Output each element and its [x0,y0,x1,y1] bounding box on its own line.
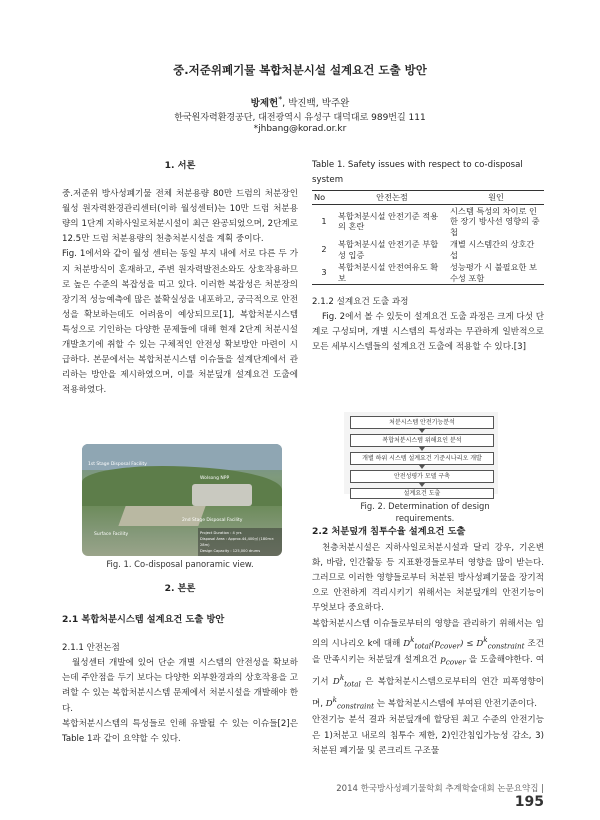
table-cell: 시스템 특성의 차이로 인한 장기 방사선 영향의 중첩 [450,205,540,237]
flow-step-5: 설계요건 도출 [350,488,494,499]
table-1-block [312,158,544,356]
figure-1-caption: Fig. 1. Co-disposal panoramic view. [106,559,254,569]
footer-separator: | [541,784,544,794]
main-paragraph-1: 월성센터 개발에 있어 단순 개별 시스템의 안전성을 확보하는데 주안점을 두기 보다는 다양한 외부환경과의 상호작용을 고려할 수 있는 복합처분시스템 문제에서 처분시설을 개발해야 한다. [62,658,298,714]
section-heading-main: 2. 본론 [164,583,196,594]
subsection-2-1-heading: 2.1 복합처분시스템 설계요건 도출 방안 [62,614,225,626]
section-intro [62,158,298,398]
table-cell: 복합처분시설 안전기준 적용의 혼란 [338,210,439,232]
flow-arrow-icon [419,429,425,433]
subsection-2-1-2-heading: 2.1.2 설계요건 도출 과정 [312,297,409,308]
safety-issues-table [312,190,544,285]
table-cell: 개별 시스템간의 상호간섭 [450,239,535,260]
legend-duration: Project Duration : 4 yrs [200,531,242,535]
cover-text: 는 복합처분시스템에 부여된 안전기준이다. [376,698,538,709]
email: *jhbang@korad.or.kr [253,124,347,134]
affiliation: 한국원자력환경공단, 대전광역시 유성구 대덕대로 989번길 111 [174,113,426,123]
main-paragraph-2: 복합처분시스템의 특성들로 인해 유발될 수 있는 이슈들[2]은 Table 1과 같이 요약할 수 있다. [62,718,298,744]
table-header-no: No [312,191,336,205]
total-dose-symbol: $D^k_{total}$ [332,673,361,689]
figure-2-caption: Fig. 2. Determination of design requirements. [360,501,490,523]
disposal-site [118,506,205,526]
figure-legend-box [198,528,282,556]
cover-paragraph-1: 천층처분시설은 지하사일로처분시설과 달리 강우, 기온변화, 바람, 인간활동 등 지표환경들로부터 영향을 많이 받는다. 그러므로 이러한 영향들로부터 처분된 방사성폐기물을 장기적으로 안전하게 격리시키기 위해서는 처분덮개의 안전기능이 무엇보다 중요하다. [312,543,544,614]
cover-paragraph-3: 안전기능 분석 결과 처분덮개에 할당된 최고 수준의 안전기능은 1)처분고 내로의 침투수 제한, 2)인간침입가능성 감소, 3)처분된 폐기물 및 콘크리트 구조물 [312,715,544,756]
section-2-2 [312,524,544,759]
flow-step-4: 안전성평가 모델 구축 [350,470,494,483]
figure-1-panoramic-image [82,444,282,556]
footer-text: 2014 한국방사성폐기물학회 추계학술대회 논문요약집 [336,784,539,794]
table-1-caption: Table 1. Safety issues with respect to co-disposal system [312,160,523,186]
hill-region [82,466,282,506]
cover-text: 을 도출해야한다. 여기서 [312,655,544,687]
label-2nd-stage: 2nd Stage Disposal Facility [182,518,243,523]
table-cell: 복합처분시설 안전여유도 확보 [336,261,448,285]
page-footer [312,782,544,810]
lead-author: 방제헌 [250,98,279,110]
legend-capacity: Design Capacity : 125,000 drums [200,549,261,553]
cover-text: 조건을 만족시키는 처분덮개 설계요건 [312,638,544,666]
label-1st-stage: 1st Stage Disposal Facility [88,462,147,467]
flow-step-3: 개별 하위 시스템 설계요건 기준시나리오 개발 [350,452,494,465]
flow-step-1: 처분시스템 안전기능분석 [350,416,494,429]
table-cell: 복합처분시설 안전기준 부합성 입증 [338,239,439,260]
author-line [0,95,600,109]
table-header-issue: 안전논점 [336,191,448,205]
cover-text: 복합처분시스템 이슈들로부터의 영향을 관리하기 위해서는 임의의 시나리오 k에 대해 [312,618,544,649]
table-row [312,204,544,238]
section-heading-intro: 1. 서론 [164,160,196,171]
cover-text: 은 복합처분시스템으로부터의 연간 피폭영향이며, [312,677,545,709]
flow-arrow-icon [419,465,425,469]
cover-parameter-symbol: $p_{cover}$ [440,655,466,668]
subsection-2-2-heading: 2.2 처분덮개 침투수율 설계요건 도출 [312,526,466,537]
intro-paragraph-2: Fig. 1에서와 같이 월성 센터는 동일 부지 내에 서로 다른 두 가지 처분방식이 혼재하고, 주변 원자력발전소와도 상호작용하므로 높은 수준의 복잡성을 띠고 있다. 이러한 복잡성은 처분장의 장기적 성능예측에 많은 불확실성을 내포하고, 궁극적으로 안전성을 확보하는데도 어려움이 예상되므로[1], 복합처분시스템 특성으로 기인하는 다양한 문제들에 대해 현재 2단계 처분시설 개발초기에 취할 수 있는 구체적인 안전성 확보방안 마련이 시급하다. 본문에서는 복합처분시스템 이슈들을 설계단계에서 관리하는 방안을 제시하였으며, 이를 처분덮개 설계요건 도출에 적용하였다. [62,249,298,396]
table-row [312,238,544,261]
table-cell: 2 [321,244,327,255]
page-number: 195 [514,794,544,810]
corresponding-mark: * [278,95,283,104]
intro-paragraph-1: 중.저준위 방사성폐기물 전체 처분용량 80만 드럼의 처분장인 월성 원자력환경관리센터(이하 월성센터)는 10만 드럼 처분용량의 1단계 지하사일로처분시설이 최근 완공되었으며, 2단계로 12.5만 드럼 처분용량의 천층처분시설을 계획 중이다. [62,189,298,245]
section-main [62,581,298,747]
flow-step-2: 복합처분시스템 위해요인 분석 [350,434,494,447]
table-header-cause: 원인 [448,191,544,205]
flow-arrow-icon [419,483,425,487]
table-cell: 성능평가 시 불필요한 보수성 포함 [448,261,544,285]
table-cell: 1 [321,216,327,227]
cover-paragraph-2 [312,617,544,714]
dose-condition-formula: $D^k_{total}(p_{cover}) \le D^k_{constraint}$ [403,634,525,651]
constraint-symbol: $D^k_{constraint}$ [325,694,374,711]
table-row [312,261,544,285]
co-authors: , 박진백, 박주완 [282,98,350,110]
table-cell: 3 [312,261,336,285]
subsection-2-1-1-heading: 2.1.1 안전논점 [62,643,120,654]
paper-title: 중.저준위폐기물 복합처분시설 설계요건 도출 방안 [173,63,427,77]
legend-area: Disposal Area : Approx.44,400㎡ (180m× 28m) [200,537,274,547]
plant-buildings [192,484,252,506]
process-paragraph: Fig. 2에서 볼 수 있듯이 설계요건 도출 과정은 크게 다섯 단계로 구성되며, 개별 시스템의 특성과는 무관하게 일반적으로 모든 세부시스템들의 설계요건 도출에 적용할 수 있다.[3] [312,312,545,353]
label-surface-facility: Surface Facility [94,532,129,537]
label-wolsong-npp: Wolsong NPP [200,476,230,481]
flow-arrow-icon [419,447,425,451]
